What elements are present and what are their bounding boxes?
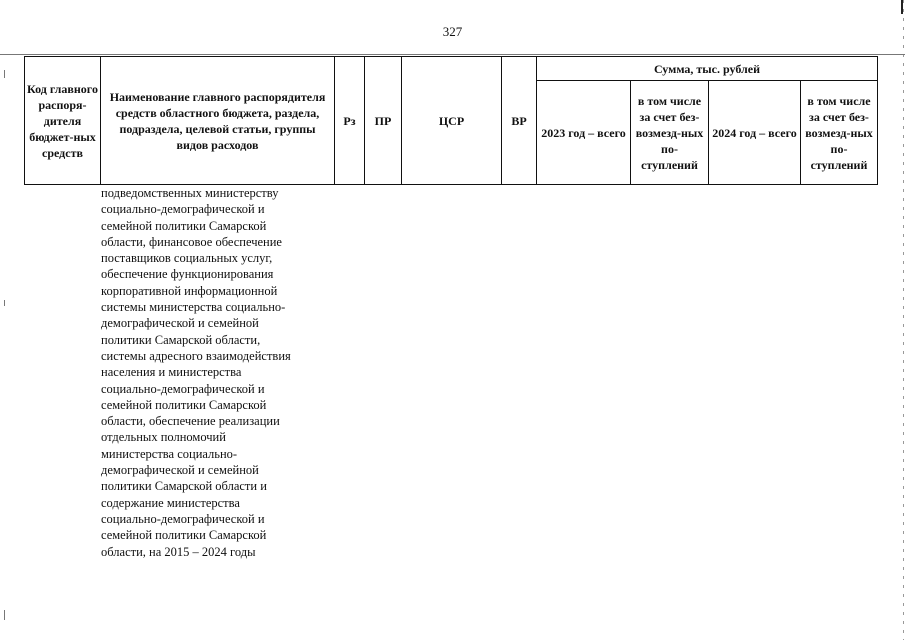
header-2023-free: в том числе за счет без-возмезд-ных по-ступлений [631, 81, 709, 185]
header-rz: Рз [335, 57, 365, 185]
header-pr: ПР [365, 57, 402, 185]
header-2023-total: 2023 год – всего [537, 81, 631, 185]
header-name: Наименование главного распорядителя средств областного бюджета, раздела, подраздела, целевой статьи, группы видов расходов [101, 57, 335, 185]
header-2024-free: в том числе за счет без-возмезд-ных по-ступлений [801, 81, 878, 185]
header-sum: Сумма, тыс. рублей [537, 57, 878, 81]
header-csr: ЦСР [402, 57, 502, 185]
header-2024-total: 2024 год – всего [709, 81, 801, 185]
budget-table-header [24, 56, 878, 185]
scan-edge-shadow [903, 0, 904, 640]
header-code: Код главного распоря-дителя бюджет-ных средств [25, 57, 101, 185]
scan-speck [4, 610, 5, 620]
scan-fold-line [0, 54, 905, 55]
row-description: подведомственных министерству социально-демографической и семейной политики Самарской области, финансовое обеспечение поставщиков социальных услуг, обеспечение функционирования корпоративной информационной системы министерства социально- демографической и семейной политики Самарской области, системы адресного взаимодействия населения и министерства социально-демографической и семейной политики Самарской области, обеспечение реализации отдельных полномочий министерства социально- демографической и семейной политики Самарской области и содержание министерства социально-демографической и семейной политики Самарской области, на 2015 – 2024 годы [101, 186, 291, 559]
scan-edge-mark [893, 0, 903, 14]
page-number: 327 [442, 24, 463, 39]
scan-speck [4, 70, 5, 78]
header-vr: ВР [502, 57, 537, 185]
scan-speck [4, 300, 5, 306]
